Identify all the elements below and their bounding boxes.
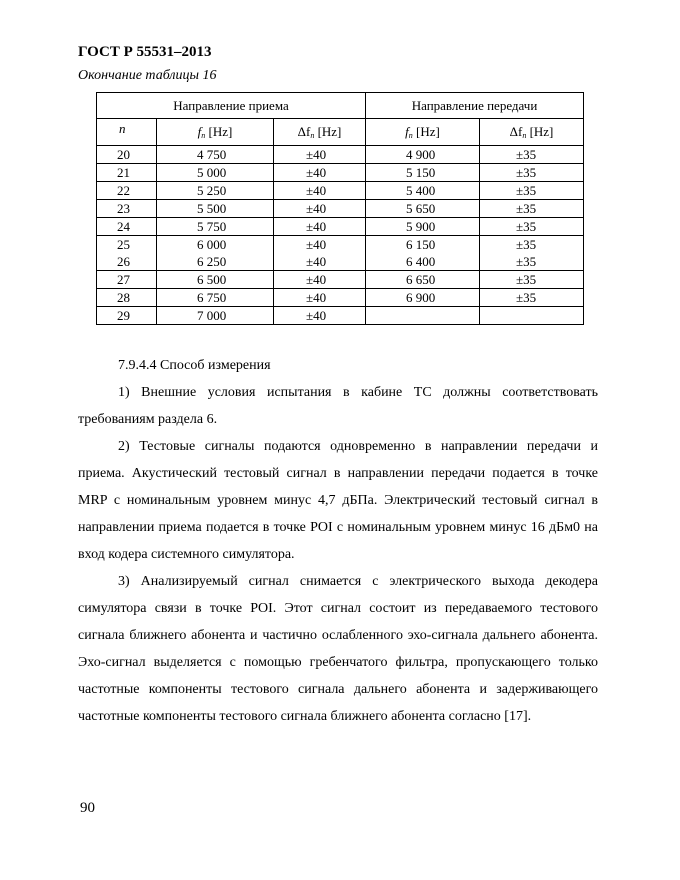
col-header-tx-df: $\Delta f_n$ [Hz] [480, 119, 584, 146]
frequency-table [96, 92, 584, 325]
table-row: 21 5 000 ±40 5 150 ±35 [97, 164, 584, 182]
table-row: 22 5 250 ±40 5 400 ±35 [97, 182, 584, 200]
paragraph-3: 3) Анализируемый сигнал снимается с электрического выхода декодера симулятора связи в точке POI. Этот сигнал состоит из передаваемого тестового сигнала ближнего абонента и частично ослабленного эхо-сигнала дальнего абонента. Эхо-сигнал выделяется с помощью гребенчатого фильтра, пропускающего только частотные компоненты тестового сигнала дальнего абонента и задерживающего частотные компоненты тестового сигнала ближнего абонента согласно [17]. [78, 574, 598, 724]
table-row: 27 6 500 ±40 6 650 ±35 [97, 271, 584, 289]
table-row: 24 5 750 ±40 5 900 ±35 [97, 218, 584, 236]
table-row: 26 6 250 ±40 6 400 ±35 [97, 253, 584, 271]
col-header-tx-f: $f_n$ [Hz] [366, 119, 480, 146]
paragraph-2: 2) Тестовые сигналы подаются одновременно в направлении передачи и приема. Акустический тестовый сигнал в направлении передачи подается в точке MRP с номинальным уровнем минус 4,7 дБПа. Электрический тестовый сигнал в направлении приема подается в точке POI с номинальным уровнем минус 16 дБм0 на вход кодера системного симулятора. [78, 439, 598, 562]
table-row: 28 6 750 ±40 6 900 ±35 [97, 289, 584, 307]
paragraph-1: 1) Внешние условия испытания в кабине ТС должны соответствовать требованиям раздела 6. [78, 385, 598, 427]
page-number: 90 [80, 800, 95, 816]
col-header-n: n [97, 119, 157, 146]
table-row: 25 6 000 ±40 6 150 ±35 [97, 236, 584, 254]
col-header-rx-df: $\Delta f_n$ [Hz] [274, 119, 366, 146]
group-header-rx: Направление приема [97, 93, 366, 119]
group-header-tx: Направление передачи [366, 93, 584, 119]
table-row: 20 4 750 ±40 4 900 ±35 [97, 146, 584, 164]
table-caption: Окончание таблицы 16 [78, 68, 217, 83]
col-header-rx-f: $f_n$ [Hz] [157, 119, 274, 146]
table-row: 23 5 500 ±40 5 650 ±35 [97, 200, 584, 218]
document-header: ГОСТ Р 55531–2013 [78, 44, 212, 60]
section-heading: 7.9.4.4 Способ измерения [118, 358, 271, 373]
table-row: 29 7 000 ±40 [97, 307, 584, 325]
